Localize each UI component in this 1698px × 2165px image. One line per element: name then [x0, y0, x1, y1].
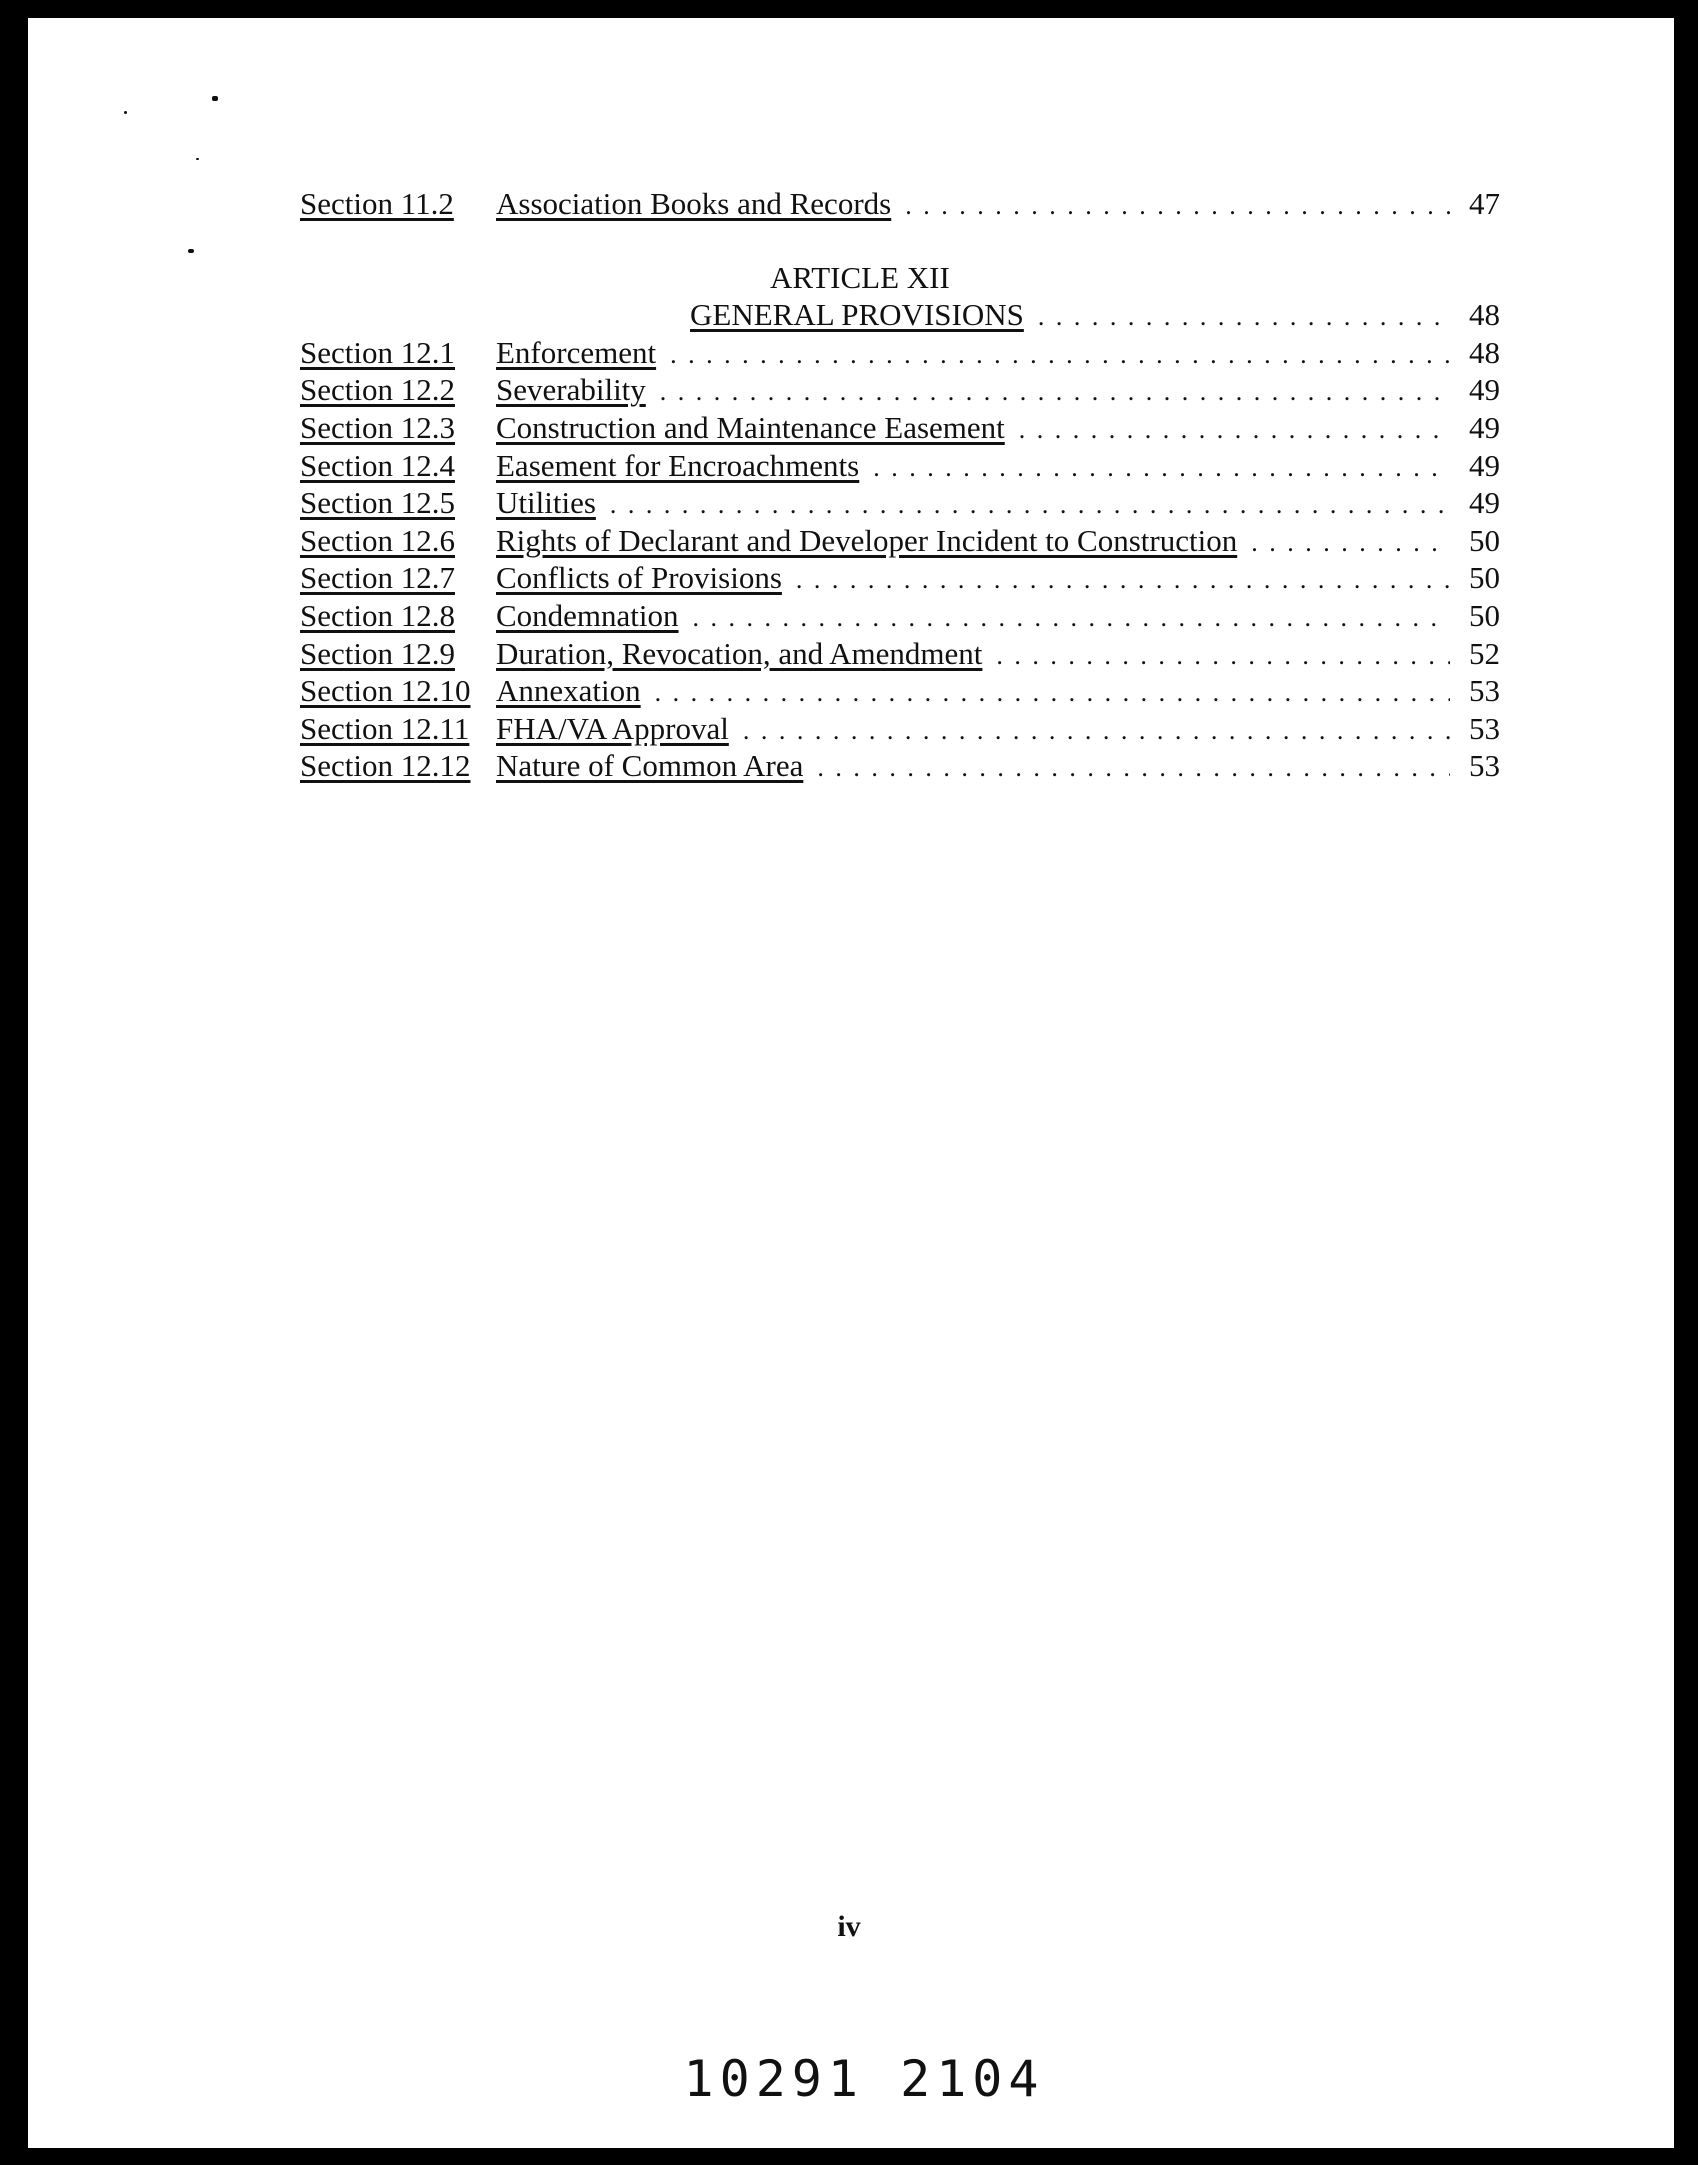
toc-page-number: 50	[1469, 560, 1500, 596]
toc-section-title: Association Books and Records	[496, 186, 892, 221]
dot-leader	[817, 753, 1450, 783]
toc-page-number: 53	[1469, 710, 1500, 746]
toc-section-title: Nature of Common Area	[496, 748, 804, 784]
toc-section-number: Section 12.6	[300, 522, 455, 558]
toc-section-title: Severability	[496, 372, 646, 408]
article-title-row	[300, 297, 1500, 335]
scan-speck	[212, 96, 218, 101]
toc-page-number: 48	[1469, 334, 1500, 370]
toc-page-number: 50	[1469, 597, 1500, 633]
article-number-row	[300, 260, 1500, 298]
toc-section-number: Section 12.7	[300, 560, 455, 596]
toc-entry	[300, 448, 1500, 486]
toc-page-number: 53	[1469, 748, 1500, 784]
dot-leader	[796, 565, 1450, 595]
dot-leader	[743, 716, 1450, 746]
toc-page-number: 49	[1469, 485, 1500, 521]
toc-page-number: 47	[1469, 186, 1500, 221]
toc-entry	[300, 335, 1500, 373]
toc-section-number: Section 12.5	[300, 485, 455, 521]
toc-section-number: Section 12.11	[300, 710, 470, 746]
toc-entry	[300, 598, 1500, 636]
article-xii-block	[300, 260, 1500, 786]
toc-entry	[300, 410, 1500, 448]
table-of-contents	[300, 186, 1500, 786]
toc-page-number: 50	[1469, 522, 1500, 558]
toc-section-title: Utilities	[496, 485, 596, 521]
toc-entry	[300, 673, 1500, 711]
toc-section-number: Section 12.3	[300, 409, 455, 445]
toc-section-title: Construction and Maintenance Easement	[496, 409, 1005, 445]
toc-section-title: Easement for Encroachments	[496, 447, 860, 483]
toc-section-number: Section 12.4	[300, 447, 455, 483]
toc-section-title: Duration, Revocation, and Amendment	[496, 635, 983, 671]
toc-page-number: 49	[1469, 447, 1500, 483]
dot-leader	[873, 453, 1450, 483]
toc-section-title: Annexation	[496, 673, 641, 709]
dot-leader	[1038, 302, 1450, 332]
toc-section-title: Enforcement	[496, 334, 657, 370]
toc-section-title: Rights of Declarant and Developer Incident to Construction	[496, 522, 1238, 558]
dot-leader	[610, 490, 1450, 520]
toc-entry	[300, 636, 1500, 674]
dot-leader	[670, 340, 1450, 370]
dot-leader	[1019, 415, 1450, 445]
dot-leader	[660, 377, 1450, 407]
article-number: ARTICLE XII	[770, 259, 950, 295]
article-title: GENERAL PROVISIONS	[690, 297, 1024, 333]
toc-page-number: 52	[1469, 635, 1500, 671]
toc-entry	[300, 560, 1500, 598]
dot-leader	[655, 678, 1450, 708]
page-number-label: iv	[837, 1910, 861, 1943]
toc-entry	[300, 748, 1500, 786]
toc-page-number: 49	[1469, 409, 1500, 445]
toc-page-number: 53	[1469, 673, 1500, 709]
toc-section-title: Condemnation	[496, 597, 679, 633]
toc-section-title: Conflicts of Provisions	[496, 560, 782, 596]
dot-leader	[693, 603, 1450, 633]
scan-speck	[124, 111, 127, 114]
dot-leader	[905, 191, 1450, 221]
toc-section-number: Section 11.2	[300, 186, 454, 221]
scan-speck	[196, 158, 199, 160]
scan-speck	[188, 249, 194, 253]
toc-page-number: 48	[1469, 297, 1500, 333]
toc-entry	[300, 372, 1500, 410]
toc-section-title: FHA/VA Approval	[496, 710, 729, 746]
document-code: 10291 2104	[683, 2050, 1045, 2108]
dot-leader	[1251, 528, 1450, 558]
toc-entry	[300, 523, 1500, 561]
toc-page-number: 49	[1469, 372, 1500, 408]
dot-leader	[996, 641, 1450, 671]
toc-section-number: Section 12.10	[300, 673, 471, 709]
toc-section-number: Section 12.1	[300, 334, 455, 370]
toc-entry	[300, 711, 1500, 749]
toc-entry	[300, 485, 1500, 523]
toc-section-number: Section 12.2	[300, 372, 455, 408]
toc-section-number: Section 12.12	[300, 748, 471, 784]
toc-section-number: Section 12.8	[300, 597, 455, 633]
toc-section-number: Section 12.9	[300, 635, 455, 671]
toc-entry-11-2	[300, 186, 1500, 224]
